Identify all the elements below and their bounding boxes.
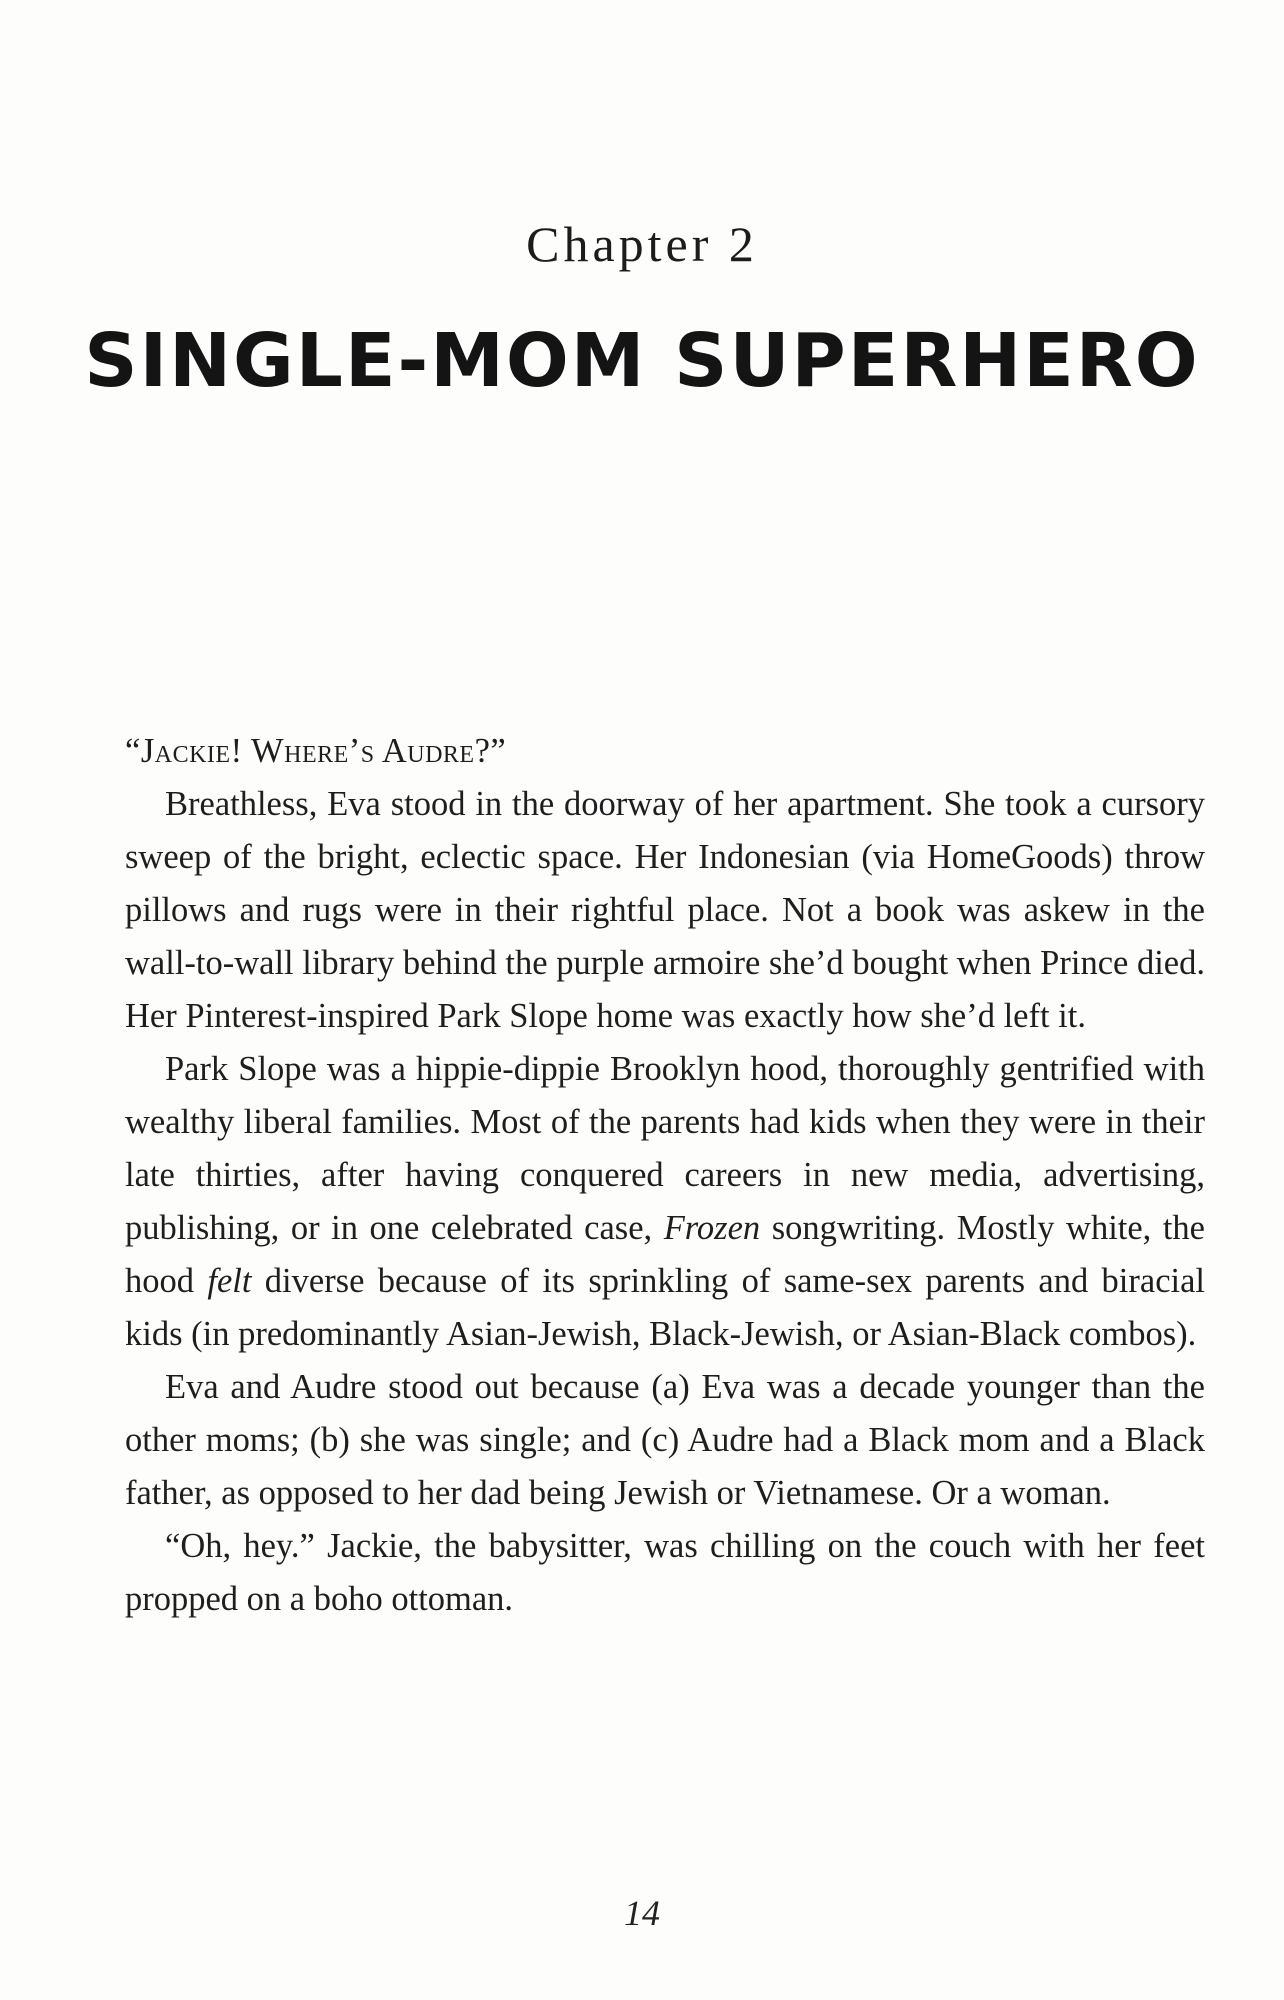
- text-run: “Oh, hey.” Jackie, the babysitter, was chilling on the couch with her feet propped on a boho ottoman.: [125, 1527, 1205, 1618]
- italic-text: felt: [207, 1262, 252, 1300]
- text-run: diverse because of its sprinkling of same-sex parents and biracial kids (in predominantly Asian-Jewish, Black-Jewish, or Asian-Black combos).: [125, 1262, 1205, 1353]
- paragraph: [125, 778, 1205, 1043]
- page-number: 14: [624, 1893, 660, 1933]
- paragraph: [125, 1520, 1205, 1626]
- text-run: Park Slope was a hippie-dippie Brooklyn hood, thoroughly gentrified with wealthy liberal families. Most of the parents had kids when they were in their late thirties, after having conquered careers in new media, advertising, publishing, or in one celebrated case,: [125, 1050, 1205, 1247]
- paragraph: [125, 1043, 1205, 1361]
- text-run: songwriting. Mostly white, the hood: [125, 1209, 1205, 1300]
- chapter-title: SINGLE-MOM SUPERHERO: [84, 318, 1200, 404]
- text-run: Eva and Audre stood out because (a) Eva was a decade younger than the other moms; (b) she was single; and (c) Audre had a Black mom and a Black father, as opposed to her dad being Jewish or Vietnamese. Or a woman.: [125, 1368, 1205, 1512]
- smallcaps-text: “Jackie! Where’s Audre?”: [125, 732, 507, 770]
- chapter-number: Chapter 2: [526, 216, 758, 272]
- text-run: Breathless, Eva stood in the doorway of her apartment. She took a cursory sweep of the bright, eclectic space. Her Indonesian (via HomeGoods) throw pillows and rugs were in their rightful place. Not a book was askew in the wall-to-wall library behind the purple armoire she’d bought when Prince died. Her Pinterest-inspired Park Slope home was exactly how she’d left it.: [125, 785, 1205, 1035]
- italic-text: Frozen: [663, 1209, 761, 1247]
- paragraph: [125, 725, 1205, 778]
- paragraph: [125, 1361, 1205, 1520]
- body-text: [125, 725, 1205, 1626]
